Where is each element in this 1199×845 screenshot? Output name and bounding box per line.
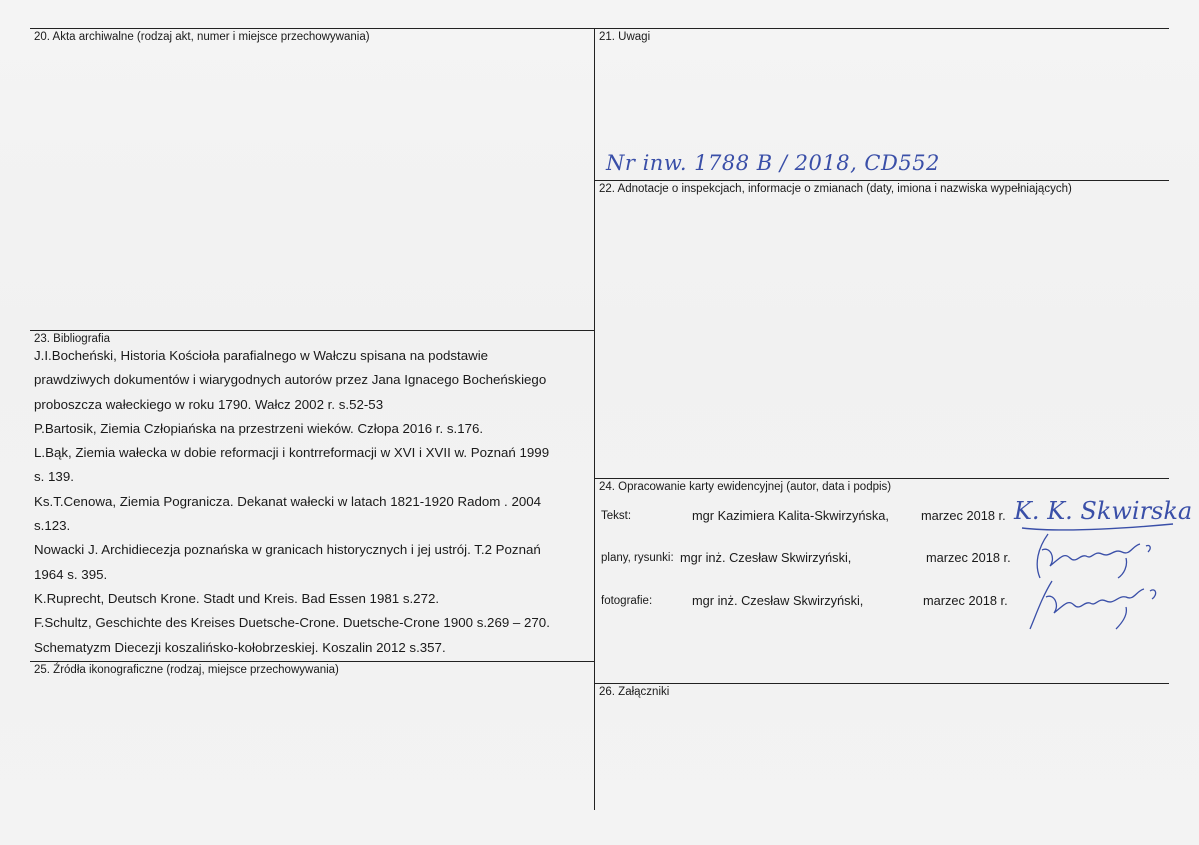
section-20-header: 20. Akta archiwalne (rodzaj akt, numer i miejsce przechowywania)	[34, 31, 370, 43]
top-rule	[30, 28, 1169, 29]
section-25-header: 25. Źródła ikonograficzne (rodzaj, miejsce przechowywania)	[34, 664, 339, 676]
bibliography-line: F.Schultz, Geschichte des Kreises Duetsche-Crone. Duetsche-Crone 1900 s.269 – 270.	[34, 615, 550, 631]
section-26-header: 26. Załączniki	[599, 686, 670, 698]
bibliography-line: Schematyzm Diecezji koszalińsko-kołobrzeskiej. Koszalin 2012 s.357.	[34, 639, 446, 655]
author-label-text: Tekst:	[601, 510, 632, 522]
vertical-divider	[594, 28, 595, 810]
section-24-header: 24. Opracowanie karty ewidencyjnej (autor, data i podpis)	[599, 481, 892, 493]
author-date-photos: marzec 2018 r.	[923, 593, 1008, 608]
bibliography-line: 1964 s. 395.	[34, 566, 108, 582]
bibliography-line: K.Ruprecht, Deutsch Krone. Stadt und Kreis. Bad Essen 1981 s.272.	[34, 590, 440, 606]
rule-above-24	[594, 478, 1169, 479]
rule-above-23	[30, 330, 595, 331]
rule-above-25	[30, 661, 595, 662]
bibliography-line: s. 139.	[34, 469, 74, 485]
rule-above-26	[594, 683, 1169, 684]
section-23-header: 23. Bibliografia	[34, 333, 111, 345]
author-name-photos: mgr inż. Czesław Skwirzyński,	[692, 593, 864, 608]
section-22-header: 22. Adnotacje o inspekcjach, informacje o zmianach (daty, imiona i nazwiska wypełniających)	[599, 183, 1072, 195]
bibliography-line: Ks.T.Cenowa, Ziemia Pogranicza. Dekanat wałecki w latach 1821-1920 Radom . 2004	[34, 493, 542, 509]
author-label-plans: plany, rysunki:	[601, 552, 674, 564]
author-label-photos: fotografie:	[601, 595, 653, 607]
bibliography-line: Nowacki J. Archidiecezja poznańska w granicach historycznych i jej ustrój. T.2 Poznań	[34, 542, 541, 558]
bibliography-line: J.I.Bocheński, Historia Kościoła parafialnego w Wałczu spisana na podstawie	[34, 348, 489, 363]
author-name-text: mgr Kazimiera Kalita-Skwirzyńska,	[692, 508, 889, 523]
bibliography-line: prawdziwych dokumentów i wiarygodnych autorów przez Jana Ignacego Bocheńskiego	[34, 372, 547, 388]
bibliography-line: proboszcza wałeckiego w roku 1790. Wałcz 2002 r. s.52-53	[34, 396, 384, 412]
bibliography-list	[34, 344, 594, 660]
rule-above-22	[594, 180, 1169, 181]
bibliography-line: P.Bartosik, Ziemia Człopiańska na przestrzeni wieków. Człopa 2016 r. s.176.	[34, 420, 484, 436]
author-name-plans: mgr inż. Czesław Skwirzyński,	[680, 550, 852, 565]
author-date-plans: marzec 2018 r.	[926, 550, 1011, 565]
signature-photos	[1022, 575, 1172, 635]
signature-text-author: K. K. Skwirska	[1014, 497, 1193, 525]
inventory-handwriting: Nr inw. 1788 B / 2018, CD552	[606, 151, 940, 175]
bibliography-line: L.Bąk, Ziemia wałecka w dobie reformacji i kontrreformacji w XVI i XVII w. Poznań 1999	[34, 445, 550, 461]
author-date-text: marzec 2018 r.	[921, 508, 1006, 523]
section-21-header: 21. Uwagi	[599, 31, 651, 43]
bibliography-line: s.123.	[34, 518, 71, 534]
